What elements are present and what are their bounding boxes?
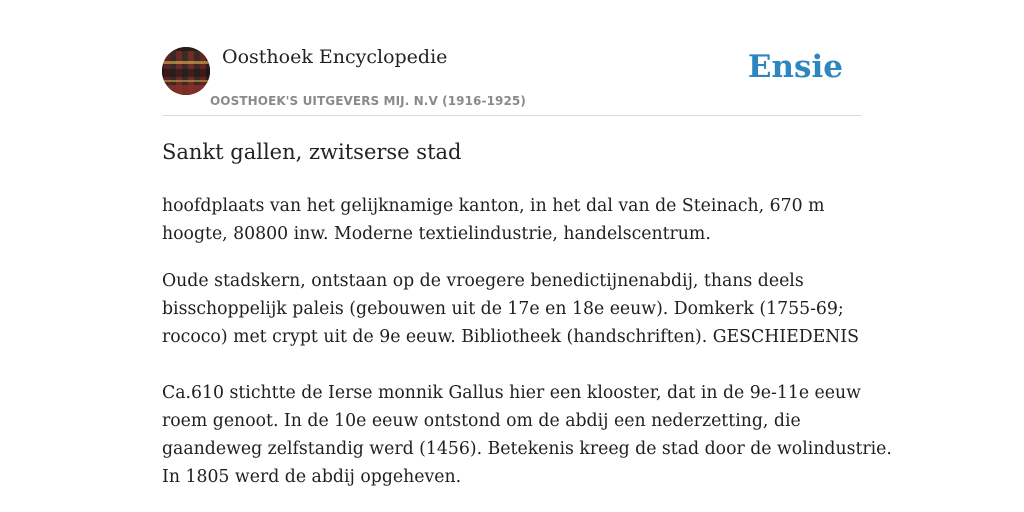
brand-logo[interactable]: Ensie — [747, 49, 843, 85]
paragraph-line: roem genoot. In de 10e eeuw ontstond om de abdij een nederzetting, die — [162, 411, 801, 431]
encyclopedia-books-image — [162, 47, 210, 95]
header-divider — [162, 115, 862, 116]
entry-paragraph — [162, 267, 862, 351]
entry-title: Sankt gallen, zwitserse stad — [162, 140, 462, 164]
entry-paragraph — [162, 379, 892, 491]
paragraph-line: hoofdplaats van het gelijknamige kanton, in het dal van de Steinach, 670 m — [162, 196, 825, 216]
entry-paragraph — [162, 192, 862, 248]
paragraph-line: Oude stadskern, ontstaan op de vroegere benedictijnenabdij, thans deels — [162, 271, 804, 291]
source-title[interactable]: Oosthoek Encyclopedie — [222, 46, 448, 68]
paragraph-line: rococo) met crypt uit de 9e eeuw. Bibliotheek (handschriften). GESCHIEDENIS — [162, 327, 859, 347]
paragraph-line: In 1805 werd de abdij opgeheven. — [162, 467, 462, 487]
paragraph-line: bisschoppelijk paleis (gebouwen uit de 17e en 18e eeuw). Domkerk (1755-69; — [162, 299, 844, 319]
source-subtitle: OOSTHOEK'S UITGEVERS MIJ. N.V (1916-1925) — [210, 94, 526, 108]
paragraph-line: hoogte, 80800 inw. Moderne textielindustrie, handelscentrum. — [162, 224, 711, 244]
paragraph-line: Ca.610 stichtte de Ierse monnik Gallus hier een klooster, dat in de 9e-11e eeuw — [162, 383, 861, 403]
paragraph-line: gaandeweg zelfstandig werd (1456). Betekenis kreeg de stad door de wolindustrie. — [162, 439, 892, 459]
source-avatar[interactable] — [162, 47, 210, 95]
